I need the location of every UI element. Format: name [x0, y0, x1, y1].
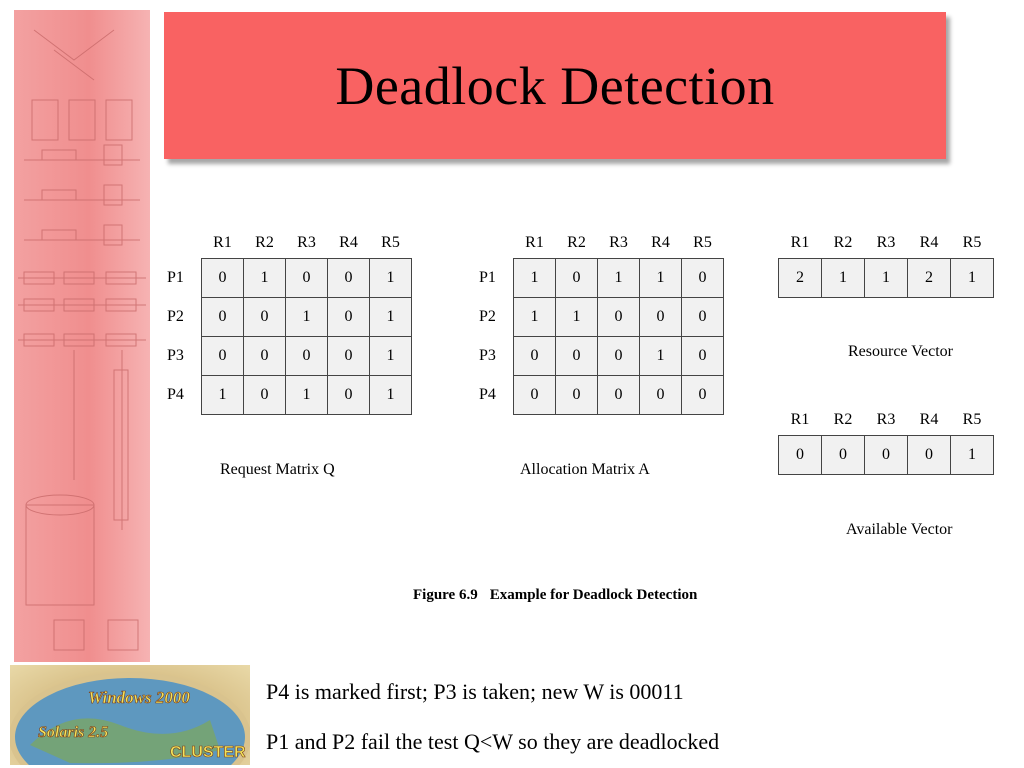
- matrix-cell: 0: [556, 376, 598, 415]
- allocation-matrix-table: [479, 228, 724, 415]
- column-header: R3: [876, 411, 896, 428]
- column-header: R5: [962, 234, 982, 251]
- table-row: [167, 376, 412, 415]
- vector-cell: 1: [951, 259, 994, 298]
- row-label: P2: [167, 308, 184, 325]
- column-header: R4: [919, 234, 939, 251]
- allocation-matrix-caption: Allocation Matrix A: [520, 461, 650, 478]
- table-row: [779, 259, 994, 298]
- matrix-cell: 0: [202, 337, 244, 376]
- column-header: R2: [833, 411, 853, 428]
- matrix-cell: 1: [370, 376, 412, 415]
- logo-text-cluster: CLUSTER: [170, 744, 246, 761]
- column-header: R5: [381, 234, 400, 251]
- matrix-cell: 1: [202, 376, 244, 415]
- matrix-cell: 0: [682, 337, 724, 376]
- row-label: P4: [479, 386, 496, 403]
- globe-logo-graphic: [10, 665, 250, 765]
- table-row: [167, 337, 412, 376]
- table-row: [167, 259, 412, 298]
- column-header: R3: [876, 234, 896, 251]
- matrix-cell: 0: [328, 337, 370, 376]
- decorative-side-strip: [14, 10, 150, 662]
- available-vector-caption: Available Vector: [846, 521, 953, 538]
- title-banner: [164, 12, 946, 159]
- matrix-cell: 0: [640, 376, 682, 415]
- matrix-cell: 1: [370, 337, 412, 376]
- logo-text-windows: Windows 2000: [88, 688, 190, 707]
- table-row: [479, 259, 724, 298]
- column-header: R4: [651, 234, 670, 251]
- column-header: R4: [339, 234, 358, 251]
- matrix-cell: 1: [556, 298, 598, 337]
- matrix-cell: 0: [556, 337, 598, 376]
- matrix-cell: 0: [328, 259, 370, 298]
- column-header: R2: [567, 234, 586, 251]
- matrix-cell: 0: [202, 259, 244, 298]
- figure-title: Example for Deadlock Detection: [489, 587, 698, 603]
- matrix-cell: 0: [286, 259, 328, 298]
- resource-vector-table: [778, 228, 994, 298]
- matrix-cell: 0: [244, 337, 286, 376]
- row-label: P3: [479, 347, 496, 364]
- matrix-cell: 0: [514, 337, 556, 376]
- matrix-cell: 1: [244, 259, 286, 298]
- matrix-cell: 0: [556, 259, 598, 298]
- matrix-cell: 0: [598, 298, 640, 337]
- vector-cell: 0: [908, 436, 951, 475]
- vector-cell: 2: [779, 259, 822, 298]
- table-row: [479, 298, 724, 337]
- circuit-diagram-decoration: [14, 10, 150, 662]
- matrix-cell: 1: [640, 337, 682, 376]
- matrix-cell: 0: [682, 298, 724, 337]
- row-label: P1: [167, 269, 184, 286]
- matrix-cell: 1: [640, 259, 682, 298]
- matrix-cell: 0: [244, 298, 286, 337]
- vector-cell: 1: [951, 436, 994, 475]
- matrix-cell: 1: [598, 259, 640, 298]
- column-header: R5: [693, 234, 712, 251]
- column-header: R3: [297, 234, 316, 251]
- figure-caption: [413, 587, 709, 604]
- matrix-cell: 0: [328, 376, 370, 415]
- matrix-cell: 1: [514, 259, 556, 298]
- bullet-text-1: P4 is marked first; P3 is taken; new W is 00011: [266, 679, 684, 704]
- vector-cell: 1: [822, 259, 865, 298]
- table-row: [779, 436, 994, 475]
- column-header: R1: [790, 411, 810, 428]
- table-row: [479, 376, 724, 415]
- column-header: R2: [255, 234, 274, 251]
- matrix-cell: 0: [598, 337, 640, 376]
- matrix-cell: 0: [598, 376, 640, 415]
- table-row: [167, 298, 412, 337]
- column-header: R5: [962, 411, 982, 428]
- row-label: P2: [479, 308, 496, 325]
- matrix-cell: 0: [286, 337, 328, 376]
- column-header: R1: [790, 234, 810, 251]
- matrix-cell: 1: [370, 259, 412, 298]
- matrix-cell: 0: [514, 376, 556, 415]
- vector-cell: 2: [908, 259, 951, 298]
- row-label: P3: [167, 347, 184, 364]
- bullet-text-2: P1 and P2 fail the test Q<W so they are deadlocked: [266, 729, 720, 754]
- slide-title: Deadlock Detection: [335, 55, 775, 116]
- matrix-cell: 0: [244, 376, 286, 415]
- logo-text-solaris: Solaris 2.5: [38, 724, 109, 741]
- column-header: R2: [833, 234, 853, 251]
- column-header: R1: [213, 234, 232, 251]
- available-vector-table: [778, 405, 994, 475]
- vector-cell: 0: [779, 436, 822, 475]
- table-row: [479, 337, 724, 376]
- column-header: R1: [525, 234, 544, 251]
- vector-cell: 1: [865, 259, 908, 298]
- column-header: R4: [919, 411, 939, 428]
- vector-cell: 0: [865, 436, 908, 475]
- request-matrix-table: [167, 228, 412, 415]
- vector-cell: 0: [822, 436, 865, 475]
- matrix-cell: 0: [202, 298, 244, 337]
- matrix-cell: 0: [640, 298, 682, 337]
- matrix-cell: 1: [370, 298, 412, 337]
- matrix-cell: 0: [328, 298, 370, 337]
- request-matrix-caption: Request Matrix Q: [220, 461, 335, 478]
- resource-vector-caption: Resource Vector: [848, 343, 953, 360]
- matrix-cell: 0: [682, 376, 724, 415]
- matrix-cell: 1: [286, 376, 328, 415]
- figure-label: Figure 6.9: [413, 587, 478, 603]
- matrix-cell: 0: [682, 259, 724, 298]
- cluster-logo: [10, 665, 250, 765]
- matrix-cell: 1: [514, 298, 556, 337]
- matrix-cell: 1: [286, 298, 328, 337]
- corner-header: [167, 228, 202, 259]
- row-label: P4: [167, 386, 184, 403]
- row-label: P1: [479, 269, 496, 286]
- column-header: R3: [609, 234, 628, 251]
- corner-header: [479, 228, 514, 259]
